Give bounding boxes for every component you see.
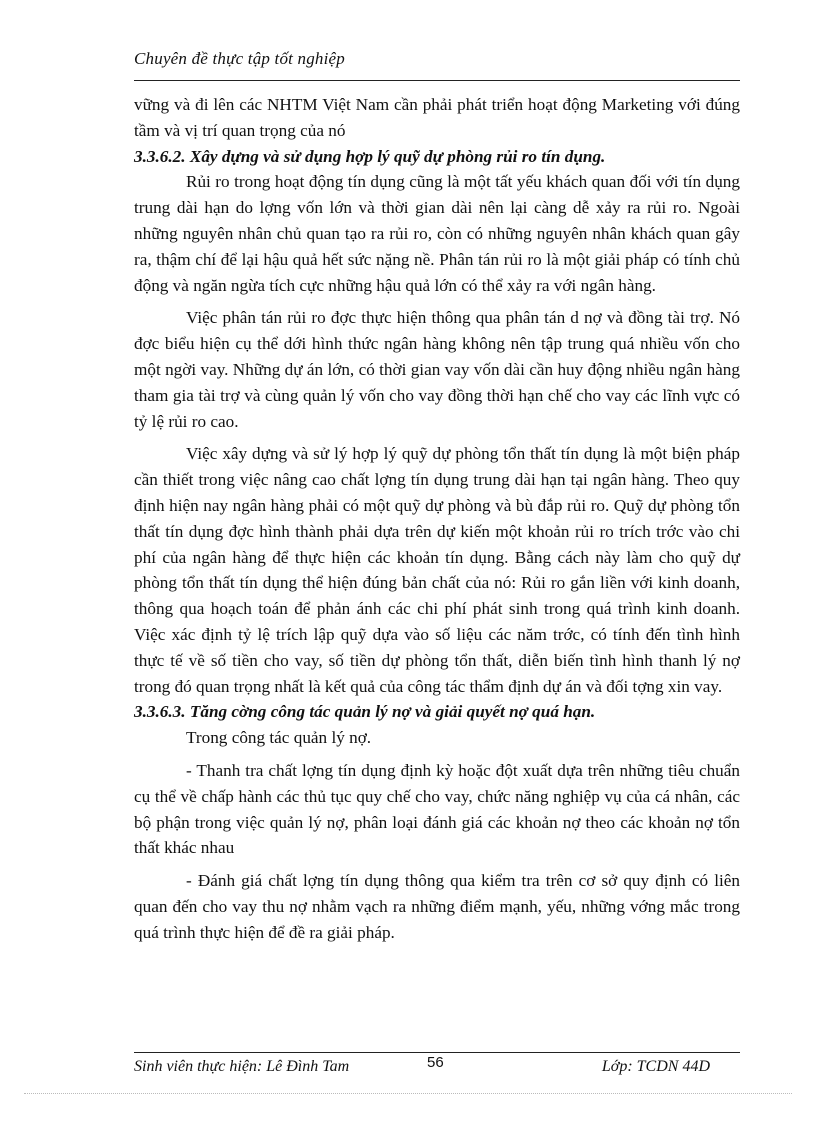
paragraph-continuation: vững và đi lên các NHTM Việt Nam cần phải phát triển hoạt động Marketing với đúng tầm và vị trí quan trọng của nó (134, 95, 740, 140)
paragraph: Việc xây dựng và sử lý hợp lý quỹ dự phòng tổn thất tín dụng là một biện pháp cần thiết trong việc nâng cao chất lợng tín dụng trung dài hạn tại ngân hàng. Theo quy định hiện nay ngân hàng phải có một quỹ dự phòng và bù đắp rủi ro. Quỹ dự phòng tổn thất tín dụng đợc hình thành phải dựa trên dự kiến một khoản rủi ro trích trớc vào chi phí của ngân hàng để thực hiện các khoản tín dụng. Bằng cách này làm cho quỹ dự phòng tổn thất tín dụng thể hiện đúng bản chất của nó: Rủi ro gắn liền với kinh doanh, thông qua hoạch toán để phản ánh các chi phí phát sinh trong quá trình kinh doanh. Việc xác định tỷ lệ trích lập quỹ dựa vào số liệu các năm trớc, có tính đến tình hình thực tế về số tiền cho vay, số tiền dự phòng tổn thất, diễn biến tình hình thanh lý nợ trong đó quan trọng nhất là kết quả của công tác thẩm định dự án và đối tợng xin vay. (134, 444, 740, 696)
footer-class: Lớp: TCDN 44D (601, 1058, 710, 1075)
section-heading-3-3-6-2: 3.3.6.2. Xây dựng và sử dụng hợp lý quỹ dự phòng rủi ro tín dụng. (134, 146, 606, 166)
paragraph: Trong công tác quản lý nợ. (186, 728, 372, 748)
header-divider (134, 80, 740, 81)
running-header: Chuyên đề thực tập tốt nghiệp (134, 49, 346, 68)
section-heading-3-3-6-3: 3.3.6.3. Tăng cờng công tác quản lý nợ và giải quyết nợ quá hạn. (134, 702, 596, 722)
page-number: 56 (427, 1054, 444, 1071)
footer-divider (134, 1052, 740, 1053)
page-edge-divider (24, 1093, 792, 1094)
list-item: - Đánh giá chất lợng tín dụng thông qua kiểm tra trên cơ sở quy định có liên quan đến cho vay thu nợ nhằm vạch ra những điểm mạnh, yếu, những vớng mắc trong quá trình thực hiện để đề ra giải pháp. (134, 871, 740, 942)
page-footer (134, 1054, 740, 1082)
footer-student: Sinh viên thực hiện: Lê Đình Tam (134, 1058, 350, 1075)
document-body (134, 92, 740, 946)
list-item: - Thanh tra chất lợng tín dụng định kỳ hoặc đột xuất dựa trên những tiêu chuẩn cụ thể về chấp hành các thủ tục quy chế cho vay, chức năng nghiệp vụ của cá nhân, các bộ phận trong việc quản lý nợ, phân loại đánh giá các khoản nợ theo các khoản nợ tổn thất khác nhau (134, 760, 740, 858)
paragraph: Rủi ro trong hoạt động tín dụng cũng là một tất yếu khách quan đối với tín dụng trung dài hạn do lợng vốn lớn và thời gian dài nên lại càng dễ xảy ra rủi ro. Ngoài những nguyên nhân chủ quan tạo ra rủi ro, còn có những nguyên nhân khách quan gây ra, thậm chí để lại hậu quả hết sức nặng nề. Phân tán rủi ro là một giải pháp có tính chủ động và ngăn ngừa tích cực những hậu quả lớn có thể xảy ra với ngân hàng. (134, 172, 740, 295)
paragraph: Việc phân tán rủi ro đợc thực hiện thông qua phân tán d nợ và đồng tài trợ. Nó đợc biểu hiện cụ thể dới hình thức ngân hàng không nên tập trung quá nhiều vốn cho một ngời vay. Những dự án lớn, có thời gian vay vốn dài cần huy động nhiều ngân hàng tham gia tài trợ và cùng quản lý vốn cho vay đồng thời hạn chế cho vay các lĩnh vực có tỷ lệ rủi ro cao. (134, 308, 740, 431)
